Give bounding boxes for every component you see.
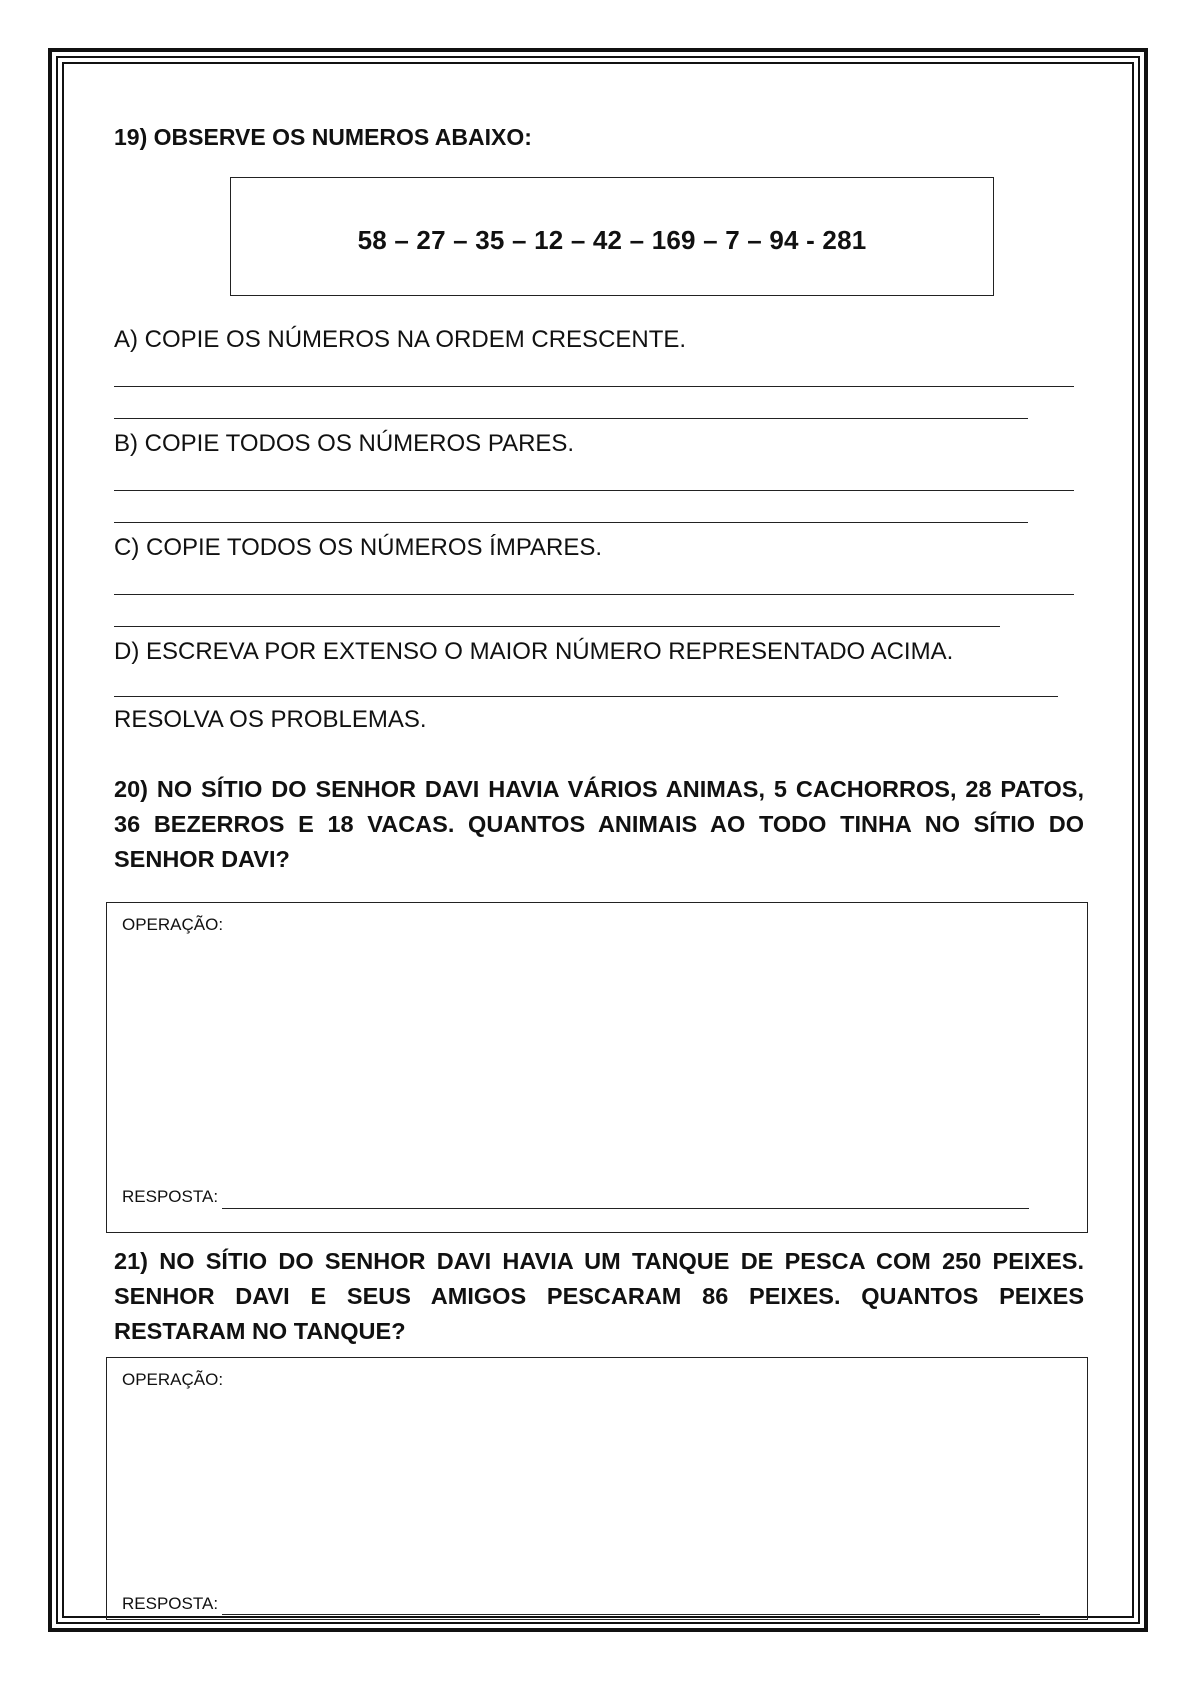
q20-text: 20) NO SÍTIO DO SENHOR DAVI HAVIA VÁRIOS ANIMAS, 5 CACHORROS, 28 PATOS, 36 BEZERROS E 18 VACAS. QUANTOS ANIMAIS AO TODO TINHA NO SÍTIO DO SENHOR DAVI?	[114, 776, 1084, 872]
q21-answer-label: RESPOSTA:	[122, 1594, 219, 1613]
q19-item-a: A) COPIE OS NÚMEROS NA ORDEM CRESCENTE.	[114, 326, 687, 353]
q20-operation-label: OPERAÇÃO:	[122, 915, 224, 934]
answer-line-b2[interactable]	[114, 522, 1028, 523]
q20-operation-box[interactable]	[106, 902, 1088, 1233]
q21-answer-line[interactable]	[222, 1614, 1040, 1615]
q21-operation-box[interactable]	[106, 1357, 1088, 1620]
answer-line-a1[interactable]	[114, 386, 1074, 387]
q21-operation-label: OPERAÇÃO:	[122, 1370, 224, 1389]
q20-answer-line[interactable]	[222, 1208, 1029, 1209]
q19-item-c: C) COPIE TODOS OS NÚMEROS ÍMPARES.	[114, 534, 603, 561]
answer-line-d1[interactable]	[114, 696, 1058, 697]
section-label: RESOLVA OS PROBLEMAS.	[114, 706, 427, 733]
q19-title: 19) OBSERVE OS NUMEROS ABAIXO:	[114, 124, 532, 150]
q20-answer-label: RESPOSTA:	[122, 1187, 219, 1206]
q19-item-b: B) COPIE TODOS OS NÚMEROS PARES.	[114, 430, 575, 457]
answer-line-c2[interactable]	[114, 626, 1000, 627]
answer-line-c1[interactable]	[114, 594, 1074, 595]
numbers-sequence: 58 – 27 – 35 – 12 – 42 – 169 – 7 – 94 - 281	[357, 225, 867, 255]
numbers-box	[230, 177, 994, 296]
answer-line-b1[interactable]	[114, 490, 1074, 491]
q21-text: 21) NO SÍTIO DO SENHOR DAVI HAVIA UM TANQUE DE PESCA COM 250 PEIXES. SENHOR DAVI E SEUS AMIGOS PESCARAM 86 PEIXES. QUANTOS PEIXES RESTARAM NO TANQUE?	[114, 1248, 1084, 1344]
answer-line-a2[interactable]	[114, 418, 1028, 419]
q19-item-d: D) ESCREVA POR EXTENSO O MAIOR NÚMERO REPRESENTADO ACIMA.	[114, 638, 954, 665]
